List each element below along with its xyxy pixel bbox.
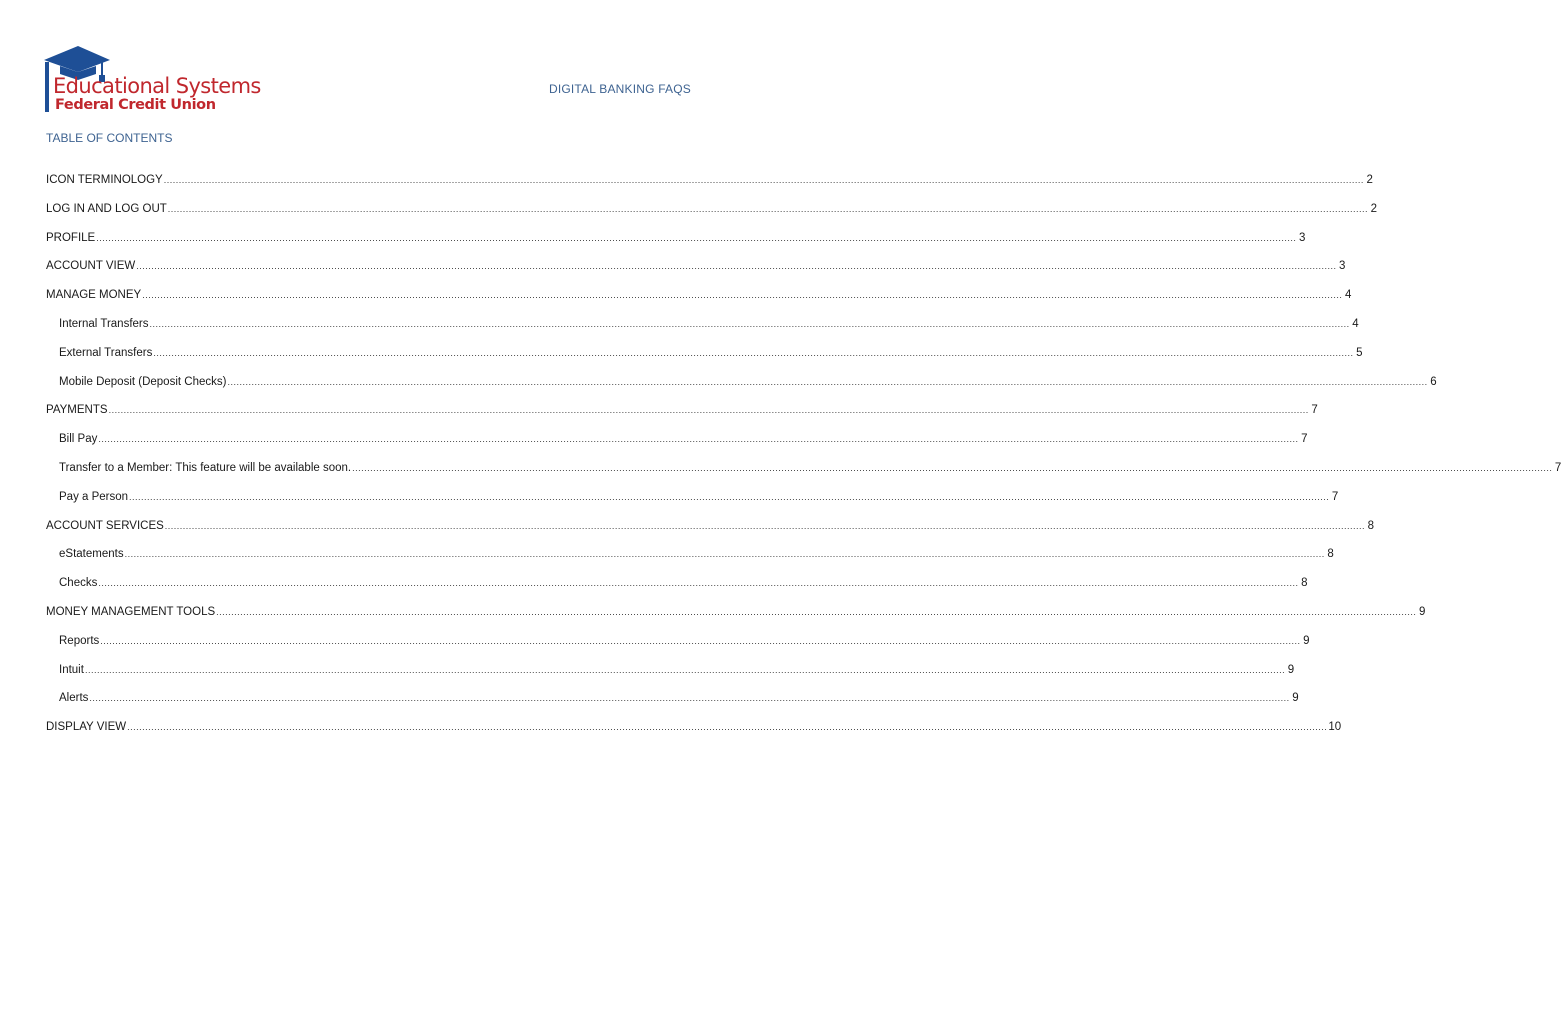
toc-dot-leader: ................................................................................................................................................................................................................................................................................................................................................................................................................ bbox=[163, 175, 1364, 185]
toc-dot-leader: ................................................................................................................................................................................................................................................................................................................................................................................................................ bbox=[89, 693, 1290, 704]
toc-dot-leader: ................................................................................................................................................................................................................................................................................................................................................................................................................ bbox=[216, 606, 1417, 617]
toc-entry-page[interactable]: 8 bbox=[1327, 548, 1334, 561]
toc-entry[interactable] bbox=[46, 548, 1334, 577]
toc-dot-leader: ................................................................................................................................................................................................................................................................................................................................................................................................................ bbox=[149, 318, 1350, 329]
toc-entry-label[interactable]: ACCOUNT SERVICES bbox=[46, 519, 164, 532]
toc-heading: TABLE OF CONTENTS bbox=[46, 131, 173, 145]
toc-dot-leader: ................................................................................................................................................................................................................................................................................................................................................................................................................ bbox=[127, 722, 1328, 733]
toc-entry[interactable] bbox=[46, 721, 1342, 750]
toc-dot-leader: ................................................................................................................................................................................................................................................................................................................................................................................................................ bbox=[100, 635, 1301, 646]
toc-entry[interactable] bbox=[46, 289, 1352, 318]
toc-dot-leader: ................................................................................................................................................................................................................................................................................................................................................................................................................ bbox=[108, 405, 1309, 416]
toc-entry-page[interactable]: 9 bbox=[1303, 634, 1310, 647]
toc-entry-page[interactable]: 3 bbox=[1339, 260, 1346, 273]
toc-entry-label[interactable]: ACCOUNT VIEW bbox=[46, 260, 136, 273]
toc-entry-page[interactable]: 9 bbox=[1287, 663, 1295, 676]
toc-entry-label[interactable]: Mobile Deposit (Deposit Checks) bbox=[59, 375, 227, 388]
toc-entry-page[interactable]: 10 bbox=[1328, 721, 1342, 734]
toc-entry-page[interactable]: 7 bbox=[1311, 404, 1318, 417]
toc-entry[interactable] bbox=[46, 577, 1308, 606]
toc-entry[interactable] bbox=[46, 202, 1377, 232]
toc-entry-label[interactable]: Reports bbox=[59, 634, 100, 647]
toc-dot-leader: ................................................................................................................................................................................................................................................................................................................................................................................................................ bbox=[98, 434, 1299, 445]
logo-name: Educational Systems bbox=[53, 74, 261, 98]
toc-entry-label[interactable]: Internal Transfers bbox=[59, 317, 149, 330]
toc-entry-label[interactable]: Alerts bbox=[59, 692, 89, 705]
toc-dot-leader: ................................................................................................................................................................................................................................................................................................................................................................................................................ bbox=[142, 290, 1343, 301]
toc-entry[interactable] bbox=[46, 663, 1295, 693]
toc-entry-page[interactable]: 9 bbox=[1292, 692, 1299, 705]
toc-entry-label[interactable]: PROFILE bbox=[46, 231, 96, 244]
toc-entry-label[interactable]: MANAGE MONEY bbox=[46, 289, 142, 302]
toc-entry[interactable] bbox=[46, 461, 1561, 491]
logo-subtitle: Federal Credit Union bbox=[55, 97, 216, 113]
toc-entry-label[interactable]: Bill Pay bbox=[59, 433, 98, 446]
toc-entry[interactable] bbox=[46, 174, 1373, 203]
toc-entry[interactable] bbox=[46, 317, 1359, 347]
toc-entry-label[interactable]: Intuit bbox=[59, 663, 84, 676]
toc-dot-leader: ................................................................................................................................................................................................................................................................................................................................................................................................................ bbox=[96, 232, 1297, 243]
toc-entry-page[interactable]: 2 bbox=[1370, 202, 1377, 215]
toc-entry-label[interactable]: Checks bbox=[59, 577, 98, 590]
toc-entry-page[interactable]: 7 bbox=[1554, 461, 1561, 474]
toc-entry-page[interactable]: 3 bbox=[1299, 231, 1306, 244]
toc-entry[interactable] bbox=[46, 692, 1299, 721]
toc-entry-label[interactable]: LOG IN AND LOG OUT bbox=[46, 202, 167, 215]
toc-entry-label[interactable]: Transfer to a Member: This feature will be available soon. bbox=[59, 461, 352, 474]
toc-dot-leader: ................................................................................................................................................................................................................................................................................................................................................................................................................ bbox=[84, 664, 1286, 675]
toc-entry-page[interactable]: 4 bbox=[1352, 317, 1359, 330]
toc-entry[interactable] bbox=[46, 375, 1437, 405]
toc-entry[interactable] bbox=[46, 346, 1363, 376]
toc-dot-leader: ................................................................................................................................................................................................................................................................................................................................................................................................................ bbox=[153, 347, 1354, 358]
toc-entry[interactable] bbox=[46, 490, 1339, 520]
toc-entry-page[interactable]: 7 bbox=[1301, 433, 1308, 446]
toc-entry-label[interactable]: Pay a Person bbox=[59, 490, 129, 503]
toc-entry[interactable] bbox=[46, 634, 1310, 664]
toc-entry-label[interactable]: External Transfers bbox=[59, 346, 153, 359]
toc-dot-leader: ................................................................................................................................................................................................................................................................................................................................................................................................................ bbox=[98, 578, 1299, 589]
toc-entry-page[interactable]: 6 bbox=[1430, 375, 1437, 388]
toc-entry[interactable] bbox=[46, 260, 1346, 289]
toc-entry-page[interactable]: 8 bbox=[1367, 519, 1374, 532]
table-of-contents bbox=[46, 174, 1561, 750]
toc-entry-page[interactable]: 7 bbox=[1331, 490, 1339, 503]
toc-dot-leader: ................................................................................................................................................................................................................................................................................................................................................................................................................ bbox=[129, 491, 1330, 502]
toc-dot-leader: ................................................................................................................................................................................................................................................................................................................................................................................................................ bbox=[167, 203, 1368, 214]
toc-entry-label[interactable]: ICON TERMINOLOGY bbox=[46, 174, 163, 186]
toc-entry-label[interactable]: MONEY MANAGEMENT TOOLS bbox=[46, 605, 216, 618]
toc-entry[interactable] bbox=[46, 519, 1374, 549]
toc-dot-leader: ................................................................................................................................................................................................................................................................................................................................................................................................................ bbox=[136, 261, 1337, 272]
toc-entry[interactable] bbox=[46, 404, 1318, 433]
toc-dot-leader: ................................................................................................................................................................................................................................................................................................................................................................................................................ bbox=[124, 549, 1325, 560]
toc-entry-page[interactable]: 4 bbox=[1345, 289, 1352, 302]
toc-dot-leader: ................................................................................................................................................................................................................................................................................................................................................................................................................ bbox=[352, 462, 1553, 473]
document-title: DIGITAL BANKING FAQS bbox=[548, 82, 691, 96]
toc-entry-page[interactable]: 9 bbox=[1418, 605, 1426, 618]
toc-entry-page[interactable]: 5 bbox=[1356, 346, 1363, 359]
toc-entry-page[interactable]: 8 bbox=[1301, 577, 1308, 590]
toc-dot-leader: ................................................................................................................................................................................................................................................................................................................................................................................................................ bbox=[227, 376, 1428, 387]
toc-entry-label[interactable]: eStatements bbox=[59, 548, 124, 561]
toc-entry-label[interactable]: PAYMENTS bbox=[46, 404, 108, 417]
toc-entry-page[interactable]: 2 bbox=[1366, 174, 1373, 186]
toc-entry-label[interactable]: DISPLAY VIEW bbox=[46, 721, 127, 734]
toc-entry[interactable] bbox=[46, 605, 1426, 635]
toc-dot-leader: ................................................................................................................................................................................................................................................................................................................................................................................................................ bbox=[164, 520, 1365, 531]
toc-entry[interactable] bbox=[46, 433, 1308, 462]
toc-entry[interactable] bbox=[46, 231, 1306, 261]
